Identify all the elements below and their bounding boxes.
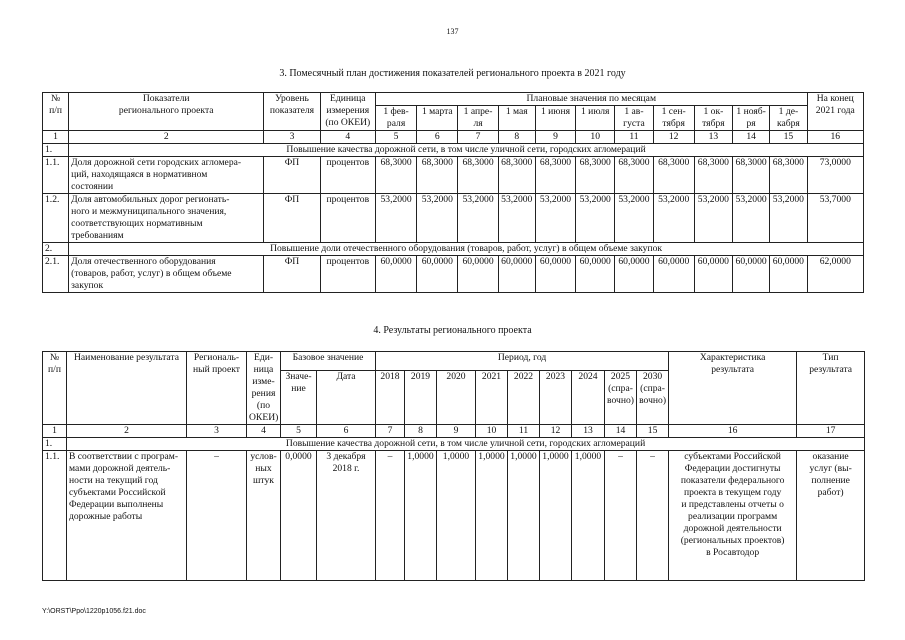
month-value: 68,3000 xyxy=(535,156,575,193)
month-value: 53,2000 xyxy=(375,193,416,242)
page-number: 137 xyxy=(446,27,459,36)
month-value: 53,2000 xyxy=(576,193,615,242)
indicator-level: ФП xyxy=(264,193,320,242)
indicator-name: Доля автомобильных дорог регионать- ного и межмуниципального значения, соответствующих нормативным требованиям xyxy=(69,193,264,242)
header-period: Период, год xyxy=(376,352,669,371)
column-number: 6 xyxy=(317,424,376,437)
month-value: 68,3000 xyxy=(458,156,498,193)
column-number: 9 xyxy=(535,130,575,143)
month-value: 68,3000 xyxy=(576,156,615,193)
header-unit: Единица измерения (по ОКЕИ) xyxy=(320,93,375,131)
header-year: 2020 xyxy=(437,370,476,424)
header-indicator: Показатели регионального проекта xyxy=(69,93,264,131)
column-number: 8 xyxy=(498,130,535,143)
header-base-val: Значе- ние xyxy=(281,370,317,424)
column-number: 11 xyxy=(615,130,653,143)
regional-project: – xyxy=(187,450,247,580)
year-value: – xyxy=(605,450,637,580)
column-number: 1 xyxy=(43,424,67,437)
month-value: 60,0000 xyxy=(615,255,653,292)
column-number: 16 xyxy=(669,424,797,437)
header-month: 1 июня xyxy=(535,105,575,130)
month-value: 60,0000 xyxy=(770,255,807,292)
header-year: 2030 (спра- вочно) xyxy=(637,370,669,424)
month-value: 60,0000 xyxy=(417,255,458,292)
column-number: 14 xyxy=(733,130,770,143)
header-month: 1 июля xyxy=(576,105,615,130)
table4-title: 4. Результаты регионального проекта xyxy=(373,325,532,336)
month-value: 68,3000 xyxy=(770,156,807,193)
month-value: 53,2000 xyxy=(733,193,770,242)
month-value: 68,3000 xyxy=(733,156,770,193)
year-value: 1,0000 xyxy=(476,450,508,580)
column-number: 4 xyxy=(247,424,281,437)
column-number: 13 xyxy=(694,130,732,143)
header-unit: Еди- ница изме- рения (по ОКЕИ) xyxy=(247,352,281,425)
column-number: 10 xyxy=(576,130,615,143)
year-end-value: 73,0000 xyxy=(807,156,863,193)
year-end-value: 62,0000 xyxy=(807,255,863,292)
header-year: 2023 xyxy=(540,370,572,424)
column-number: 10 xyxy=(476,424,508,437)
monthly-plan-table xyxy=(42,92,864,293)
header-month: 1 фев- раля xyxy=(375,105,416,130)
table3-title: 3. Помесячный план достижения показателей регионального проекта в 2021 году xyxy=(279,68,626,79)
column-number: 8 xyxy=(405,424,437,437)
column-number: 14 xyxy=(605,424,637,437)
header-result-type: Тип результата xyxy=(797,352,865,425)
column-number: 2 xyxy=(69,130,264,143)
month-value: 53,2000 xyxy=(615,193,653,242)
month-value: 53,2000 xyxy=(458,193,498,242)
header-year: 2018 xyxy=(376,370,405,424)
header-year: 2022 xyxy=(508,370,540,424)
column-number: 7 xyxy=(458,130,498,143)
section-title: Повышение доли отечественного оборудования (товаров, работ, услуг) в общем объеме закупок xyxy=(69,242,864,255)
header-month: 1 апре- ля xyxy=(458,105,498,130)
header-year: 2025 (спра- вочно) xyxy=(605,370,637,424)
year-value: 1,0000 xyxy=(437,450,476,580)
result-unit: услов- ных штук xyxy=(247,450,281,580)
section-num: 2. xyxy=(43,242,69,255)
header-regional-project: Региональ- ный проект xyxy=(187,352,247,425)
base-value: 0,0000 xyxy=(281,450,317,580)
header-month: 1 нояб- ря xyxy=(733,105,770,130)
row-num: 1.2. xyxy=(43,193,69,242)
month-value: 60,0000 xyxy=(576,255,615,292)
column-number: 17 xyxy=(797,424,865,437)
indicator-name: Доля отечественного оборудования (товаров, работ, услуг) в общем объеме закупок xyxy=(69,255,264,292)
column-number: 4 xyxy=(320,130,375,143)
column-number: 5 xyxy=(375,130,416,143)
header-month: 1 де- кабря xyxy=(770,105,807,130)
month-value: 60,0000 xyxy=(498,255,535,292)
indicator-name: Доля дорожной сети городских агломера- ций, находящаяся в нормативном состоянии xyxy=(69,156,264,193)
row-num: 1.1. xyxy=(43,156,69,193)
header-planned-values: Плановые значения по месяцам xyxy=(375,93,807,106)
month-value: 68,3000 xyxy=(694,156,732,193)
year-value: 1,0000 xyxy=(572,450,605,580)
header-characteristic: Характеристика результата xyxy=(669,352,797,425)
column-number: 3 xyxy=(187,424,247,437)
column-number: 3 xyxy=(264,130,320,143)
column-number: 6 xyxy=(417,130,458,143)
header-year-end: На конец 2021 года xyxy=(807,93,863,131)
footer-path: Y:\ORST\Ppo\1220p1056.f21.doc xyxy=(42,608,146,615)
section-title: Повышение качества дорожной сети, в том числе уличной сети, городских агломераций xyxy=(69,143,864,156)
column-number: 15 xyxy=(637,424,669,437)
header-num: № п/п xyxy=(43,352,67,425)
result-characteristic: субъектами Российской Федерации достигнуты показатели федерального проекта в текущем году и представлены отчеты о реализации программ дорожной деятельности (региональных проектов) в Росавтодор xyxy=(669,450,797,580)
year-end-value: 53,7000 xyxy=(807,193,863,242)
year-value: – xyxy=(376,450,405,580)
result-name: В соответствии с програм- мами дорожной деятель- ности на текущий год субъектами Российской Федерации выполнены дорожные работы xyxy=(67,450,187,580)
column-number: 12 xyxy=(540,424,572,437)
header-base-date: Дата xyxy=(317,370,376,424)
row-num: 2.1. xyxy=(43,255,69,292)
month-value: 53,2000 xyxy=(653,193,694,242)
month-value: 60,0000 xyxy=(458,255,498,292)
month-value: 60,0000 xyxy=(535,255,575,292)
header-month: 1 ав- густа xyxy=(615,105,653,130)
base-date: 3 декабря 2018 г. xyxy=(317,450,376,580)
column-number: 1 xyxy=(43,130,69,143)
header-month: 1 сен- тября xyxy=(653,105,694,130)
month-value: 53,2000 xyxy=(535,193,575,242)
month-value: 68,3000 xyxy=(417,156,458,193)
month-value: 53,2000 xyxy=(770,193,807,242)
year-value: 1,0000 xyxy=(508,450,540,580)
section-num: 1. xyxy=(43,437,67,450)
indicator-unit: процентов xyxy=(320,156,375,193)
year-value: 1,0000 xyxy=(540,450,572,580)
month-value: 60,0000 xyxy=(375,255,416,292)
header-month: 1 ок- тября xyxy=(694,105,732,130)
indicator-unit: процентов xyxy=(320,193,375,242)
column-number: 12 xyxy=(653,130,694,143)
month-value: 68,3000 xyxy=(615,156,653,193)
indicator-level: ФП xyxy=(264,255,320,292)
column-number: 15 xyxy=(770,130,807,143)
column-number: 13 xyxy=(572,424,605,437)
section-title: Повышение качества дорожной сети, в том числе уличной сети, городских агломераций xyxy=(67,437,865,450)
month-value: 68,3000 xyxy=(653,156,694,193)
month-value: 68,3000 xyxy=(375,156,416,193)
header-month: 1 марта xyxy=(417,105,458,130)
indicator-unit: процентов xyxy=(320,255,375,292)
header-result-name: Наименование результата xyxy=(67,352,187,425)
column-number: 11 xyxy=(508,424,540,437)
month-value: 53,2000 xyxy=(417,193,458,242)
header-year: 2024 xyxy=(572,370,605,424)
year-value: – xyxy=(637,450,669,580)
section-num: 1. xyxy=(43,143,69,156)
header-month: 1 мая xyxy=(498,105,535,130)
column-number: 9 xyxy=(437,424,476,437)
header-base-value: Базовое значение xyxy=(281,352,376,371)
month-value: 60,0000 xyxy=(653,255,694,292)
month-value: 60,0000 xyxy=(733,255,770,292)
column-number: 5 xyxy=(281,424,317,437)
header-level: Уровень показателя xyxy=(264,93,320,131)
indicator-level: ФП xyxy=(264,156,320,193)
results-table xyxy=(42,351,865,581)
row-num: 1.1. xyxy=(43,450,67,580)
column-number: 7 xyxy=(376,424,405,437)
month-value: 53,2000 xyxy=(498,193,535,242)
month-value: 60,0000 xyxy=(694,255,732,292)
result-type: оказание услуг (вы- полнение работ) xyxy=(797,450,865,580)
header-year: 2021 xyxy=(476,370,508,424)
column-number: 2 xyxy=(67,424,187,437)
month-value: 68,3000 xyxy=(498,156,535,193)
month-value: 53,2000 xyxy=(694,193,732,242)
column-number: 16 xyxy=(807,130,863,143)
header-year: 2019 xyxy=(405,370,437,424)
header-num: № п/п xyxy=(43,93,69,131)
year-value: 1,0000 xyxy=(405,450,437,580)
